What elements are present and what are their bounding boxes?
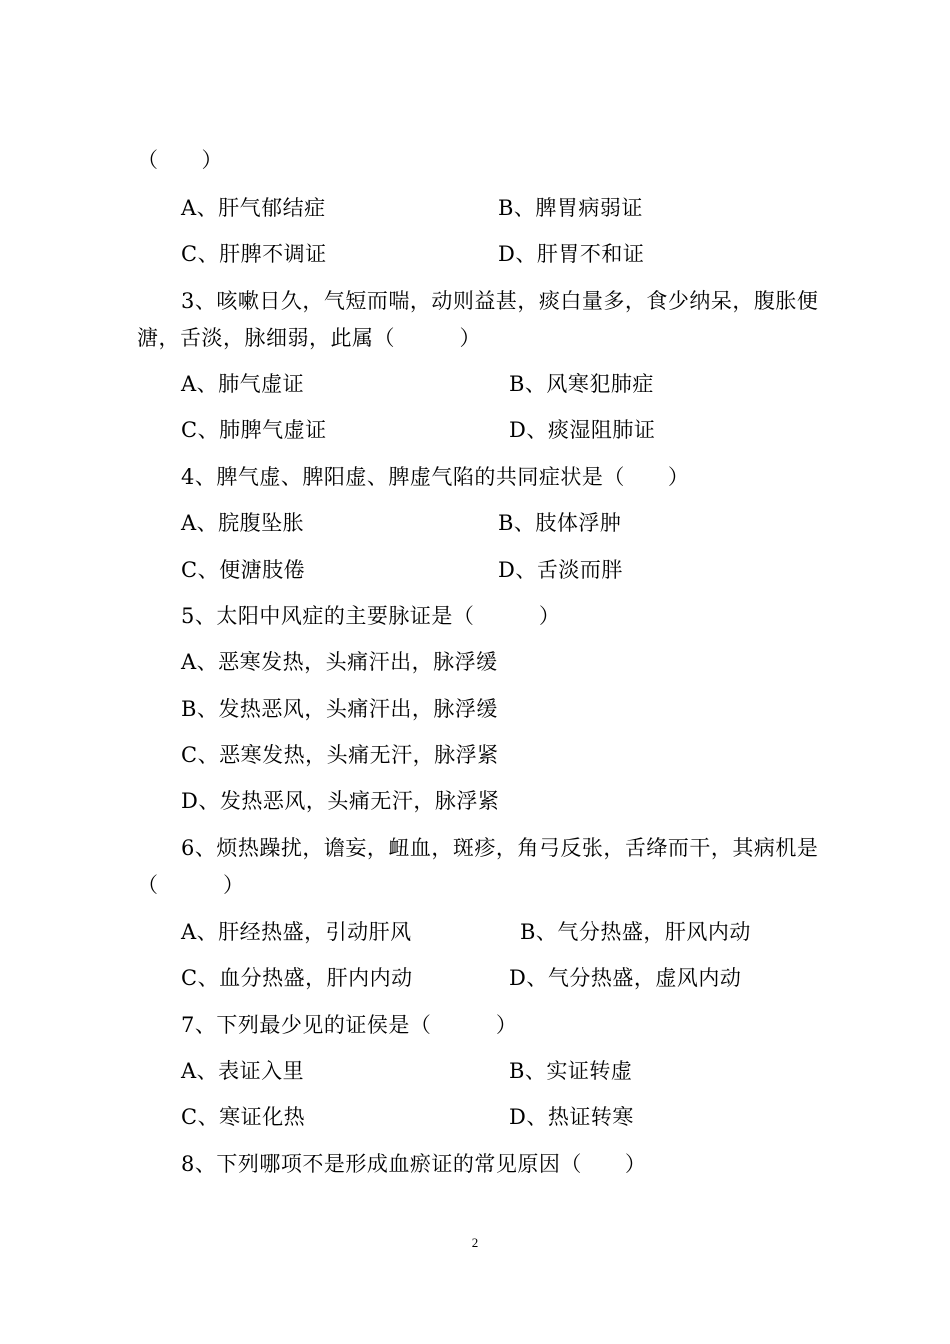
- question-7-option-b: B、实证转虚: [509, 1059, 633, 1083]
- question-7-option-a: A、表证入里: [181, 1059, 305, 1083]
- carry-over-option-c: C、肝脾不调证: [181, 242, 327, 266]
- question-4-option-a: A、脘腹坠胀: [181, 511, 305, 535]
- question-3-option-b: B、风寒犯肺症: [509, 372, 654, 396]
- question-3-option-d: D、痰湿阻肺证: [509, 418, 656, 442]
- question-6-option-b: B、气分热盛，肝风内动: [520, 920, 751, 944]
- question-4-option-c: C、便溏肢倦: [181, 558, 306, 582]
- carry-over-paren: （ ）: [137, 148, 223, 172]
- question-3-option-c: C、肺脾气虚证: [181, 418, 327, 442]
- question-7-option-c: C、寒证化热: [181, 1105, 306, 1129]
- question-7-stem: 7、下列最少见的证侯是（ ）: [181, 1013, 518, 1037]
- question-5-option-b: B、发热恶风，头痛汗出，脉浮缓: [181, 697, 498, 721]
- carry-over-option-a: A、肝气郁结症: [181, 196, 326, 220]
- question-6-stem-cont: （ ）: [137, 873, 245, 897]
- question-5-stem: 5、太阳中风症的主要脉证是（ ）: [181, 604, 561, 628]
- question-8-stem: 8、下列哪项不是形成血瘀证的常见原因（ ）: [181, 1152, 647, 1176]
- question-6-option-d: D、气分热盛，虚风内动: [509, 966, 742, 990]
- question-4-option-d: D、舌淡而胖: [498, 558, 623, 582]
- page-number: 2: [471, 1235, 479, 1250]
- question-3-option-a: A、肺气虚证: [181, 372, 305, 396]
- question-5-option-c: C、恶寒发热，头痛无汗，脉浮紧: [181, 743, 499, 767]
- question-6-option-c: C、血分热盛，肝内内动: [181, 966, 413, 990]
- question-4-option-b: B、肢体浮肿: [498, 511, 622, 535]
- question-3-stem-cont: 溏，舌淡，脉细弱，此属（ ）: [137, 326, 481, 350]
- question-5-option-a: A、恶寒发热，头痛汗出，脉浮缓: [181, 650, 498, 674]
- carry-over-option-b: B、脾胃病弱证: [498, 196, 643, 220]
- question-3-stem: 3、咳嗽日久，气短而喘，动则益甚，痰白量多，食少纳呆，腹胀便: [181, 289, 819, 313]
- question-6-option-a: A、肝经热盛，引动肝风: [181, 920, 412, 944]
- question-7-option-d: D、热证转寒: [509, 1105, 634, 1129]
- question-6-stem: 6、烦热躁扰，谵妄，衄血，斑疹，角弓反张，舌绛而干，其病机是: [181, 836, 819, 860]
- question-5-option-d: D、发热恶风，头痛无汗，脉浮紧: [181, 789, 500, 813]
- question-4-stem: 4、脾气虚、脾阳虚、脾虚气陷的共同症状是（ ）: [181, 465, 690, 489]
- carry-over-option-d: D、肝胃不和证: [498, 242, 645, 266]
